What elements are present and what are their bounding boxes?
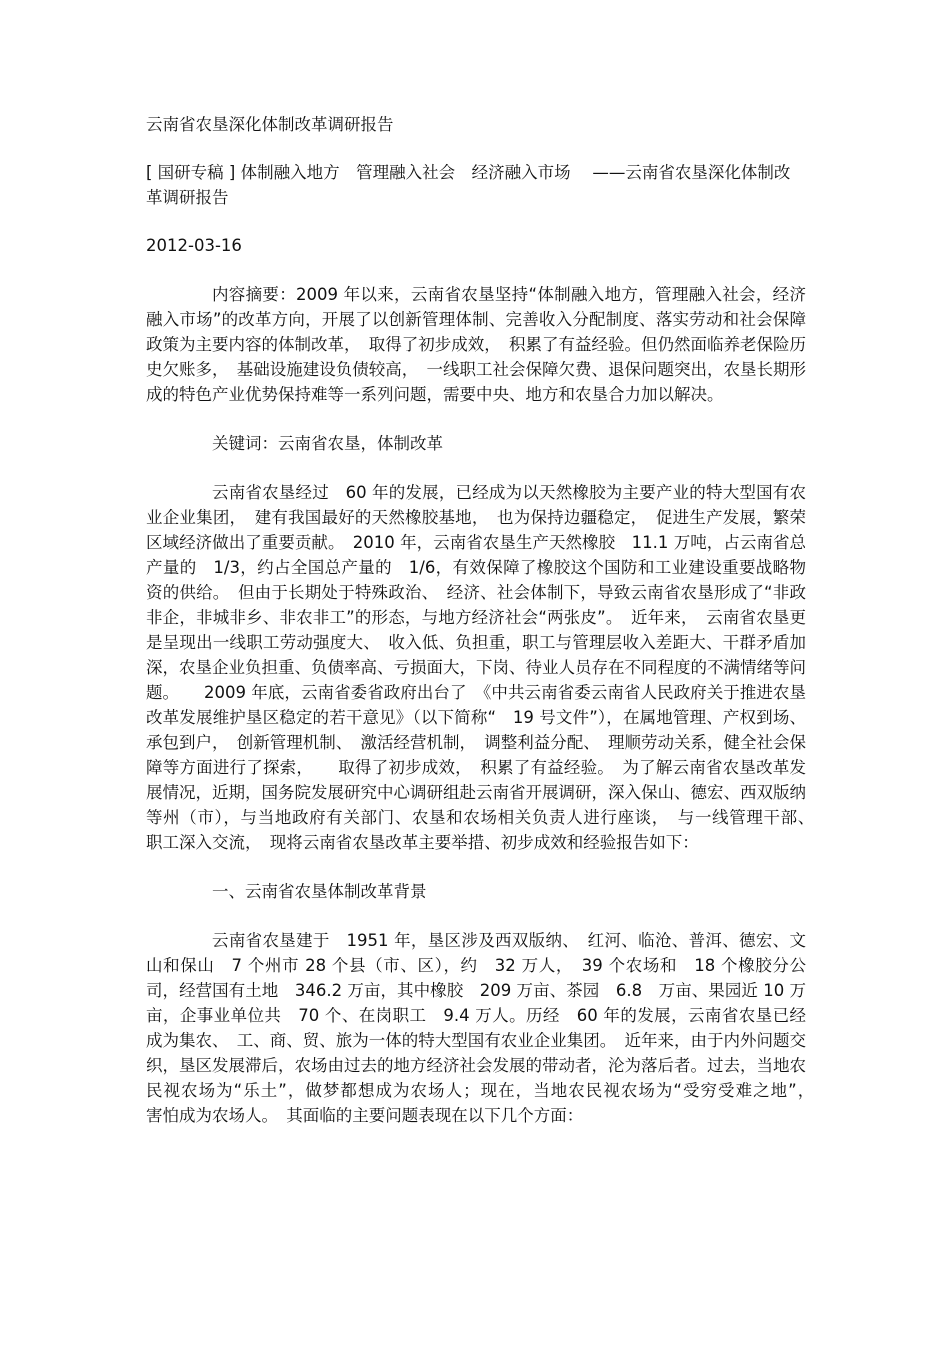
document-title: 云南省农垦深化体制改革调研报告: [146, 115, 394, 134]
keywords-line: 关键词：云南省农垦，体制改革: [212, 434, 443, 453]
section-1-paragraph: 云南省农垦建于 1951 年，垦区涉及西双版纳、 红河、临沧、普洱、德宏、文山和保山 7 个州市 28 个县（市、区），约 32 万人， 39 个农场和 18 个橡胶分公司，经营国有土地 346.2 万亩，其中橡胶 209 万亩、茶园 6.8 万亩、果园近 10 万亩，企事业单位共 70 个、在岗职工 9.4 万人。历经 60 年的发展，云南省农垦已经成为集农、 工、商、贸、旅为一体的特大型国有农业企业集团。 近年来，由于内外问题交织，垦区发展滞后，农场由过去的地方经济社会发展的带动者，沦为落后者。过去，当地农民视农场为“乐土”，做梦都想成为农场人；现在，当地农民视农场为“受穷受难之地”， 害怕成为农场人。 其面临的主要问题表现在以下几个方面：: [146, 931, 839, 1125]
abstract-paragraph: 内容摘要：2009 年以来，云南省农垦坚持“体制融入地方，管理融入社会，经济融入市场”的改革方向，开展了以创新管理体制、完善收入分配制度、落实劳动和社会保障政策为主要内容的体制改革， 取得了初步成效， 积累了有益经验。但仍然面临养老保险历史欠账多， 基础设施建设负债较高， 一线职工社会保障欠费、退保问题突出，农垦长期形成的特色产业优势保持难等一系列问题，需要中央、地方和农垦合力加以解决。: [146, 285, 806, 404]
document-date: 2012-03-16: [146, 236, 242, 255]
document-subtitle: [ 国研专稿 ] 体制融入地方 管理融入社会 经济融入市场 ——云南省农垦深化体制改革调研报告: [146, 163, 791, 207]
intro-paragraph: 云南省农垦经过 60 年的发展，已经成为以天然橡胶为主要产业的特大型国有农业企业集团， 建有我国最好的天然橡胶基地， 也为保持边疆稳定， 促进生产发展，繁荣区域经济做出了重要贡献。 2010 年，云南省农垦生产天然橡胶 11.1 万吨，占云南省总产量的 1/3，约占全国总产量的 1/6，有效保障了橡胶这个国防和工业建设重要战略物资的供给。 但由于长期处于特殊政治、 经济、社会体制下，导致云南省农垦形成了“非政非企，非城非乡、非农非工”的形态，与地方经济社会“两张皮”。 近年来， 云南省农垦更是呈现出一线职工劳动强度大、 收入低、负担重，职工与管理层收入差距大、干群矛盾加深，农垦企业负担重、负债率高、亏损面大，下岗、待业人员存在不同程度的不满情绪等问题。 2009 年底，云南省委省政府出台了 《中共云南省委云南省人民政府关于推进农垦改革发展维护垦区稳定的若干意见》（以下简称“ 19 号文件”），在属地管理、产权到场、承包到户， 创新管理机制、 激活经营机制， 调整利益分配、 理顺劳动关系，健全社会保障等方面进行了探索， 取得了初步成效， 积累了有益经验。 为了解云南省农垦改革发展情况，近期，国务院发展研究中心调研组赴云南省开展调研，深入保山、德宏、西双版纳等州（市），与当地政府有关部门、农垦和农场相关负责人进行座谈， 与一线管理干部、 职工深入交流， 现将云南省农垦改革主要举措、初步成效和经验报告如下：: [146, 483, 823, 852]
document-page: [146, 112, 839, 1152]
section-1-heading: 一、云南省农垦体制改革背景: [212, 882, 427, 901]
